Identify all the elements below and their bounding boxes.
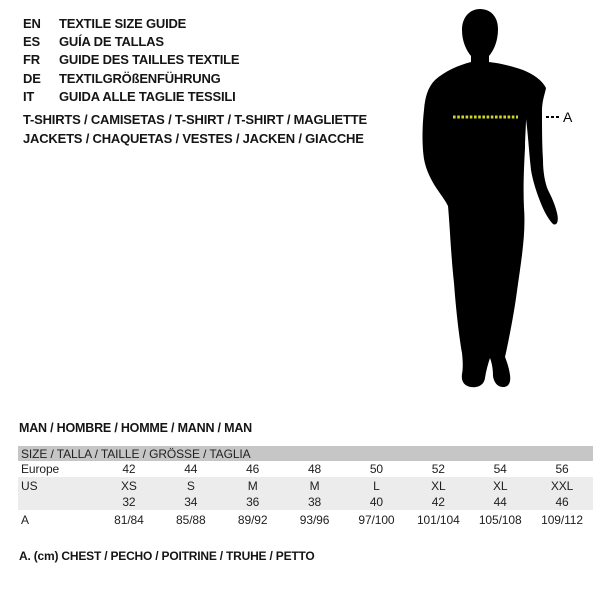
language-code: ES: [23, 34, 40, 50]
size-cell: 40: [346, 494, 408, 510]
size-cell: 38: [284, 494, 346, 510]
section-title-man: MAN / HOMBRE / HOMME / MANN / MAN: [19, 421, 252, 435]
size-cell: S: [160, 477, 222, 494]
language-guide-item: [23, 51, 239, 69]
row-label: US: [18, 477, 98, 494]
size-cell: 32: [98, 494, 160, 510]
size-table: [18, 446, 593, 529]
language-code: IT: [23, 88, 35, 104]
size-cell: 81/84: [98, 510, 160, 529]
size-cell: 46: [222, 461, 284, 477]
size-cell: 105/108: [469, 510, 531, 529]
size-cell: 97/100: [346, 510, 408, 529]
language-code: EN: [23, 16, 41, 31]
table-row-us-numeric: [18, 494, 593, 510]
size-cell: 89/92: [222, 510, 284, 529]
size-cell: 48: [284, 461, 346, 477]
size-cell: L: [346, 477, 408, 494]
size-cell: M: [284, 477, 346, 494]
size-cell: 56: [531, 461, 593, 477]
size-cell: 44: [469, 494, 531, 510]
size-cell: XXL: [531, 477, 593, 494]
size-cell: 85/88: [160, 510, 222, 529]
row-label: [18, 494, 98, 510]
guide-title: GUIDE DES TAILLES TEXTILE: [59, 52, 240, 68]
language-guide-list: [23, 15, 239, 106]
language-guide-item: [23, 33, 239, 51]
size-cell: XS: [98, 477, 160, 494]
language-code: FR: [23, 52, 40, 68]
size-cell: 93/96: [284, 510, 346, 529]
guide-title: GUÍA DE TALLAS: [59, 34, 164, 50]
man-silhouette: [423, 9, 558, 387]
size-table-header: SIZE / TALLA / TAILLE / GRÖSSE / TAGLIA: [18, 446, 593, 461]
table-row-us-letters: [18, 477, 593, 494]
size-cell: XL: [469, 477, 531, 494]
size-cell: M: [222, 477, 284, 494]
guide-title: TEXTILGRÖßENFÜHRUNG: [59, 70, 221, 86]
size-cell: 44: [160, 461, 222, 477]
measurement-figure: [395, 0, 600, 400]
guide-title: GUIDA ALLE TAGLIE TESSILI: [59, 88, 236, 104]
size-cell: 42: [98, 461, 160, 477]
size-cell: 109/112: [531, 510, 593, 529]
table-row-chest-cm: [18, 510, 593, 529]
category-line-jackets: JACKETS / CHAQUETAS / VESTES / JACKEN / GIACCHE: [23, 131, 364, 146]
size-cell: 54: [469, 461, 531, 477]
size-cell: 50: [346, 461, 408, 477]
size-cell: 36: [222, 494, 284, 510]
guide-title: TEXTILE SIZE GUIDE: [59, 16, 187, 31]
size-cell: 42: [407, 494, 469, 510]
size-cell: 52: [407, 461, 469, 477]
language-guide-item: [23, 70, 239, 88]
measurement-footnote: A. (cm) CHEST / PECHO / POITRINE / TRUHE / PETTO: [19, 549, 315, 563]
size-cell: 101/104: [407, 510, 469, 529]
size-cell: 46: [531, 494, 593, 510]
row-label: A: [18, 510, 98, 529]
table-row-europe: [18, 461, 593, 477]
size-cell: XL: [407, 477, 469, 494]
size-table-header-row: [18, 446, 593, 461]
category-line-tshirts: T-SHIRTS / CAMISETAS / T-SHIRT / T-SHIRT / MAGLIETTE: [23, 112, 367, 127]
size-cell: 34: [160, 494, 222, 510]
garment-categories: [23, 110, 367, 148]
language-code: DE: [23, 70, 41, 86]
row-label: Europe: [18, 461, 98, 477]
language-guide-item: [23, 15, 239, 33]
language-guide-item: [23, 88, 239, 106]
measurement-figure-svg: [395, 0, 600, 400]
measurement-label-a: A: [563, 109, 573, 125]
